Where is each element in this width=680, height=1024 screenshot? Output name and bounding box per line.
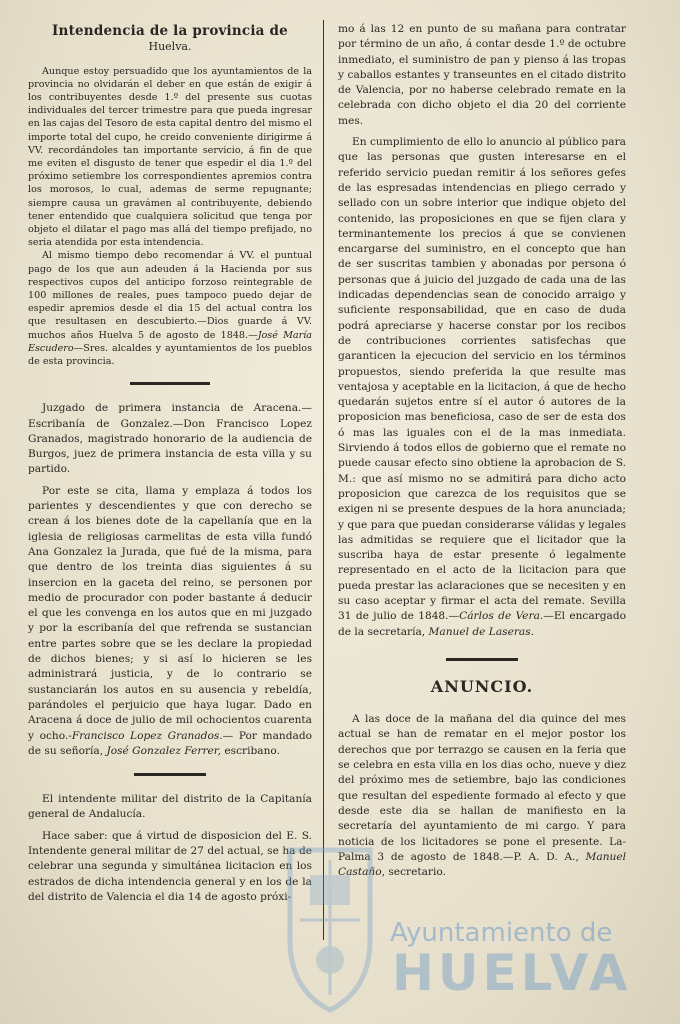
notice-paragraph: En cumplimiento de ello lo anuncio al público para que las personas que gusten interesarse en el referido servicio puedan remitir á los señores gefes de las espresadas intendencias en pliego cerrado y sellado con un sobre interior que indique objeto del contenido, las proposiciones en que se fijen clara y terminantemente los precios á que se convienen encargarse del suministro, en el concepto que han de ser suscritas tambien y abonadas por persona ó personas que á juicio del juzgado de cada una de las indicadas dependencias sean de conocido arraigo y suficiente responsabilidad, que en caso de duda podrá apreciarse y hacerse constar por los recibos de contribuciones corrientes satisfechas que garanticen la ejecucion del servicio en los términos propuestos, siendo preferida la que resulte mas ventajosa y aceptable en la licitacion, á que de hecho quedarán sujetos entre sí el autor ó autores de la proposicion mas beneficiosa, caso de ser de esta dos ó mas las iguales con el de la mas inmediata. Sirviendo á todos ellos de gobierno que el remate no puede causar efecto sino obtiene la aprobacion de S. M.: que así mismo no se admitirá para dicho acto proposicion que carezca de los requisitos que se exigen ni se presente despues de la hora anunciada; y que para que puedan considerarse válidas y legales las admitidas se requiere que el licitador que la suscriba haya de estar presente ó legalmente representado en el acto de la licitacion para que pueda prestar las aclaraciones que se necesiten y en su caso aceptar y firmar el acta del remate. Sevilla 31 de julio de 1848.—Cárlos de Vera.—El encargado de la secretaría, Manuel de Laseras. [338, 136, 626, 638]
section-separator [134, 773, 206, 776]
signature: José María Escudero [28, 329, 312, 354]
notice-paragraph: Por este se cita, llama y emplaza á todos los parientes y descendientes y que con derecho se crean á los bienes dote de la capellanía que en la iglesia de religiosas carmelitas de esta villa fundó Ana Gonzalez la Jurada, que fué de la misma, para que dentro de los treinta dias siguientes á su insercion en la gaceta del reino, se personen por medio de procurador con poder bastante á deducir el que les convenga en los autos que en mi juzgado y por la escribanía del que refrenda se sustancian entre partes sobre que se les declare la propiedad de dichos bienes; y si así lo hicieren se les administrará justicia, y de lo contrario se sustanciarán los autos en su ausencia y rebeldía, parándoles el perjuicio que haya lugar. Dado en Aracena á doce de julio de mil ochocientos cuarenta y ocho.-Francisco Lopez Granados.— Por mandado de su señoría, José Gonzalez Ferrer, escribano. [28, 484, 312, 757]
signature: Manuel Castaño [338, 850, 626, 879]
signature: Cárlos de Vera. [459, 610, 544, 623]
notice-subtitle: Huelva. [148, 40, 192, 54]
signature: Francisco Lopez Granados. [71, 729, 223, 742]
notice-paragraph: A las doce de la mañana del dia quince del mes actual se han de rematar en el mejor postor los derechos que por terrazgo se causen en la feria que se celebra en esta villa en los dias ocho, nueve y diez del próximo mes de setiembre, bajo las condiciones que resultan del espediente formado al efecto y que desde este dia se hallan de manifiesto en la secretaría del ayuntamiento de mi cargo. Y para noticia de los licitadores se pone el presente. La-Palma 3 de agosto de 1848.—P. A. D. A., Manuel Castaño, secretario. [338, 713, 626, 879]
left-column [28, 22, 312, 905]
notice-paragraph: Aunque estoy persuadido que los ayuntamientos de la provincia no olvidarán el deber en que están de exigir á los contribuyentes desde 1.º del presente sus cuotas individuales del tercer trimestre para que pueda ingresar en las cajas del Tesoro de esta capital dentro del mismo el importe total del cupo, he creido conveniente dirigirme á VV. recordándoles tan importante servicio, á fin de que me eviten el disgusto de tener que espedir el dia 1.º del próximo setiembre los correspondientes apremios contra los morosos, lo cual, ademas de serme repugnante; siempre causa un gravámen al contribuyente, debiendo tener entendido que cualquiera solicitud que tenga por objeto el dilatar el pago mas allá del tiempo prefijado, no seria atendida por esta intendencia. [28, 65, 312, 249]
signature: Manuel de Laseras. [428, 625, 535, 638]
notice-paragraph: El intendente militar del distrito de la Capitanía general de Andalucía. [28, 793, 312, 821]
watermark-text: Ayuntamiento de [390, 918, 613, 948]
right-column [338, 22, 626, 880]
section-separator [446, 658, 518, 661]
notice-title: Intendencia de la provincia de [52, 23, 288, 39]
watermark-text: HUELVA [392, 944, 632, 1002]
signature: José Gonzalez Ferrer, [106, 744, 222, 757]
section-separator [130, 382, 210, 385]
column-divider [323, 20, 324, 940]
notice-paragraph: mo á las 12 en punto de su mañana para contratar por término de un año, á contar desde 1.º de octubre inmediato, el suministro de pan y pienso á las tropas y caballos estantes y transeuntes en el citado distrito de Valencia, por no haberse celebrado remate en la celebrada con dicho objeto el dia 20 del corriente mes. [338, 23, 626, 127]
anuncio-heading: ANUNCIO. [430, 676, 534, 696]
notice-paragraph: Juzgado de primera instancia de Aracena.—Escribanía de Gonzalez.—Don Francisco Lopez Granados, magistrado honorario de la audiencia de Burgos, juez de primera instancia de esta villa y su partido. [28, 402, 312, 476]
notice-paragraph: Hace saber: que á virtud de disposicion del E. S. Intendente general militar de 27 del actual, se ha de celebrar una segunda y simultánea licitacion en los estrados de dicha intendencia general y en los de la del distrito de Valencia el dia 14 de agosto próxi- [28, 829, 312, 903]
notice-paragraph: Al mismo tiempo debo recomendar á VV. el puntual pago de los que aun adeuden á la Hacienda por sus respectivos cupos del anticipo forzoso reintegrable de 100 millones de reales, pues tampoco puedo dejar de espedir apremios desde el dia 15 del actual contra los que resultasen en descubierto.—Dios guarde á VV. muchos años Huelva 5 de agosto de 1848.—José María Escudero—Sres. alcaldes y ayuntamientos de los pueblos de esta provincia. [28, 250, 312, 368]
